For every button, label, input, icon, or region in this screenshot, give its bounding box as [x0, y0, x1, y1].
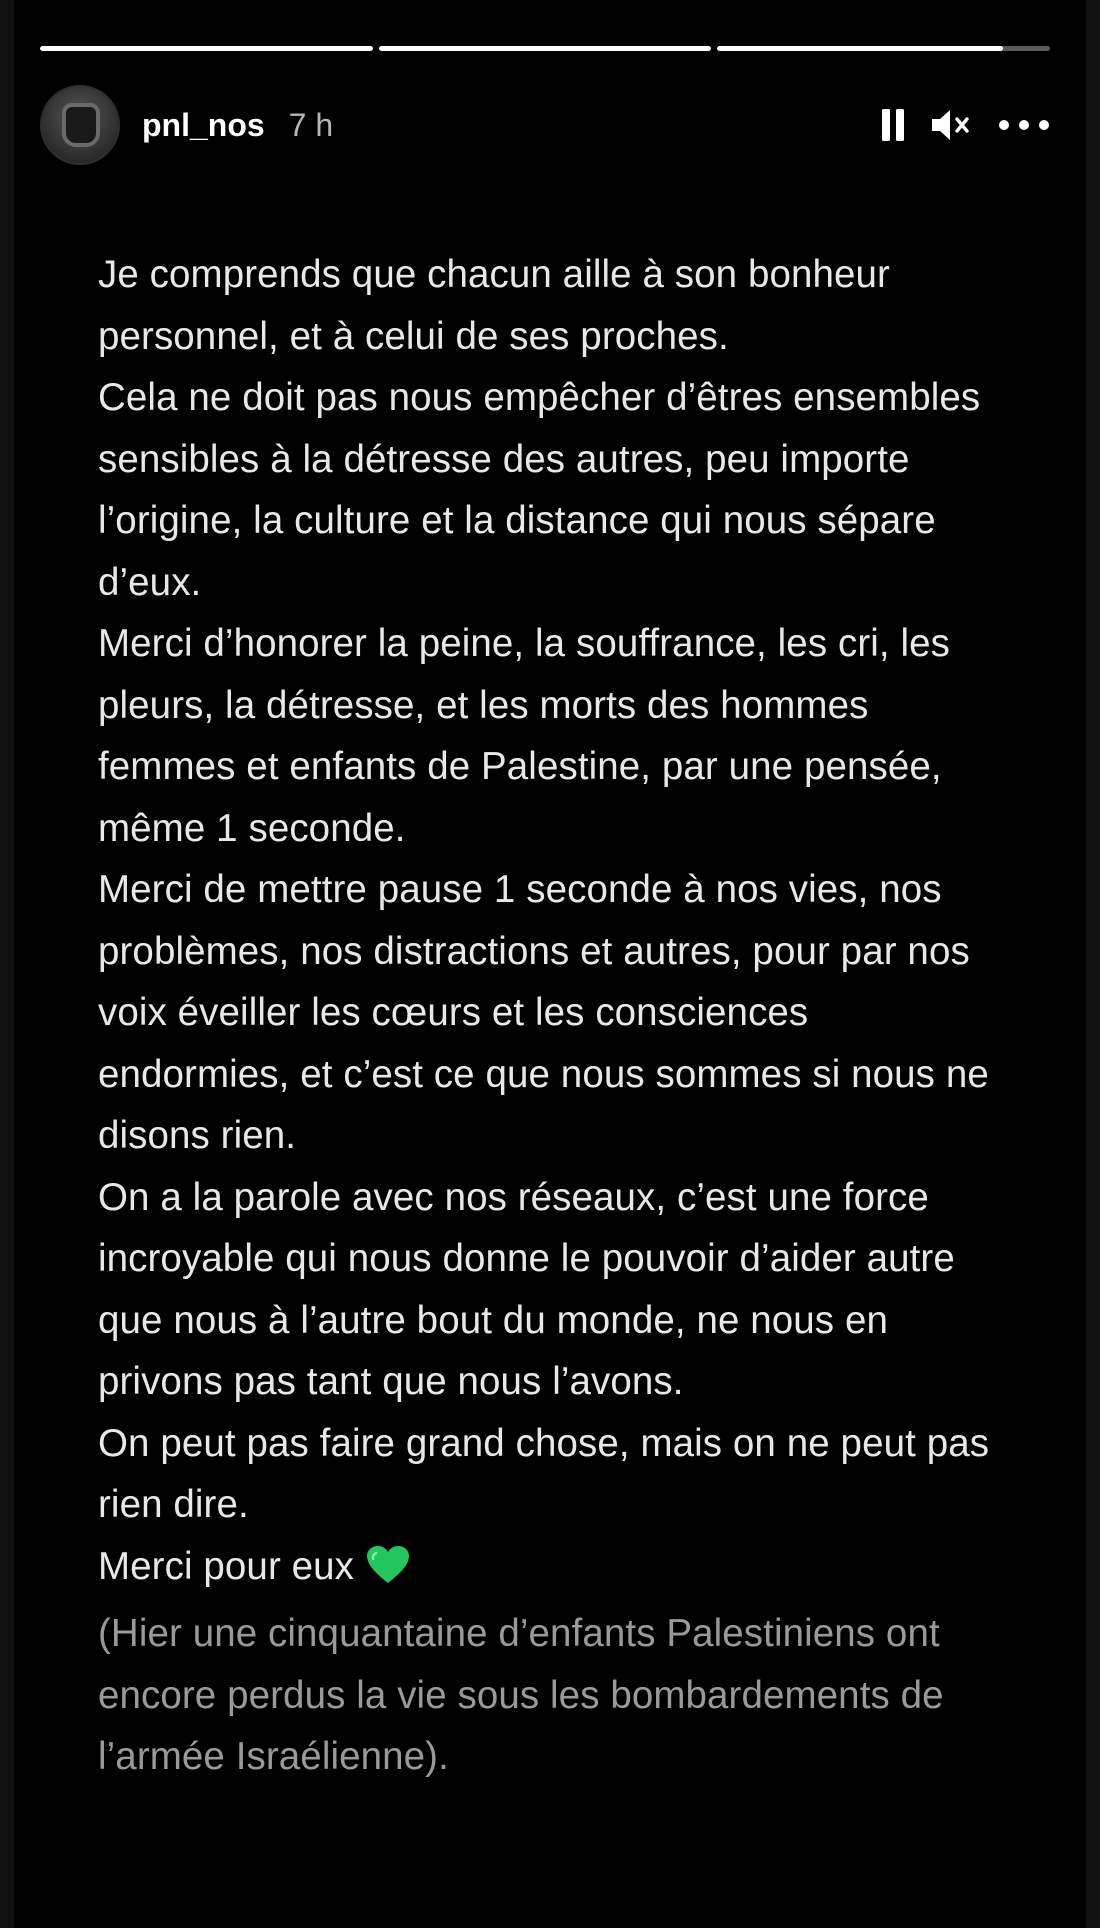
mute-icon [930, 107, 974, 143]
message-paragraph: On a la parole avec nos réseaux, c’est une force incroyable qui nous donne le pouvoir d’aider autre que nous à l’autre bout du monde, ne nous en privons pas tant que nous l’avons. [98, 1175, 955, 1403]
username[interactable]: pnl_nos [142, 106, 265, 143]
progress-segment-1 [40, 46, 373, 51]
progress-fill [717, 46, 1003, 51]
message-paragraph: Merci de mettre pause 1 seconde à nos vies, nos problèmes, nos distractions et autres, pour par nos voix éveiller les cœurs et les consciences endormies, et c’est ce que nous sommes si nous ne disons rien. [98, 868, 989, 1157]
pause-icon [880, 108, 906, 142]
progress-fill [379, 46, 712, 51]
message-paragraph-thanks [98, 1536, 1008, 1604]
message-paragraph: Je comprends que chacun aille à son bonheur personnel, et à celui de ses proches. [98, 253, 890, 358]
more-icon [998, 119, 1050, 131]
pause-button[interactable] [880, 108, 906, 142]
next-story-edge[interactable] [1086, 0, 1100, 1928]
story-controls [880, 107, 1050, 143]
thanks-text: Merci pour eux [98, 1544, 355, 1588]
message-paragraph: Cela ne doit pas nous empêcher d’êtres ensembles sensibles à la détresse des autres, peu importe l’origine, la culture et la distance qui nous sépare d’eux. [98, 376, 981, 604]
story-text [98, 244, 1008, 1788]
progress-fill [40, 46, 373, 51]
progress-segment-2 [379, 46, 712, 51]
progress-segment-3 [717, 46, 1050, 51]
post-time: 7 h [288, 106, 334, 143]
previous-story-edge[interactable] [0, 0, 14, 1928]
story-progress-bar [40, 46, 1050, 51]
more-options-button[interactable] [998, 119, 1050, 131]
mute-button[interactable] [930, 107, 974, 143]
message-paragraph: Merci d’honorer la peine, la souffrance, les cri, les pleurs, la détresse, et les morts des hommes femmes et enfants de Palestine, par une pensée, même 1 seconde. [98, 622, 950, 850]
green-heart-icon [366, 1542, 410, 1604]
avatar[interactable] [40, 85, 120, 165]
message-footnote: (Hier une cinquantaine d’enfants Palestiniens ont encore perdus la vie sous les bombardements de l’armée Israélienne). [98, 1612, 944, 1778]
story-header [40, 84, 1050, 166]
message-paragraph: On peut pas faire grand chose, mais on ne peut pas rien dire. [98, 1421, 990, 1526]
